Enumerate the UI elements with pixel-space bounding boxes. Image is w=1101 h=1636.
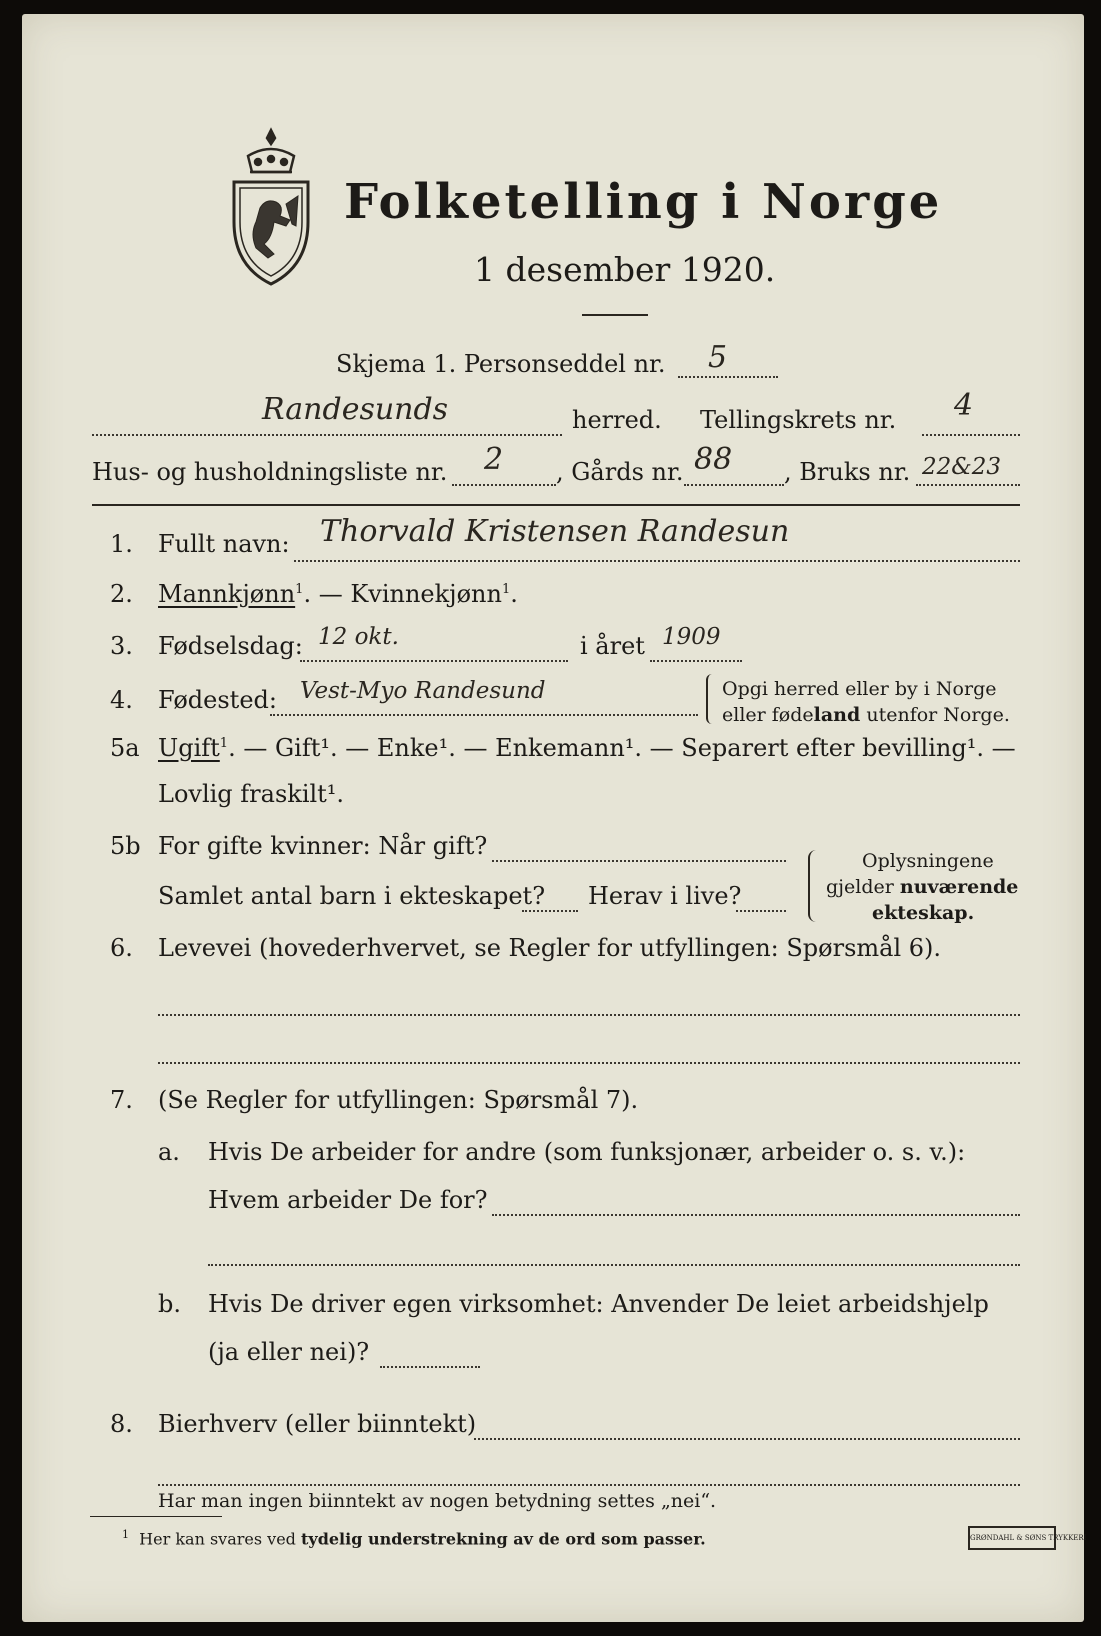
q3-label: Fødselsdag: (158, 632, 303, 660)
q6-number: 6. (110, 934, 133, 962)
q5a-lovlig-fraskilt-option[interactable]: Lovlig fraskilt¹. (158, 780, 345, 808)
q5b-alive-field-line (736, 910, 786, 912)
q4-brace (706, 674, 714, 724)
q7-number: 7. (110, 1086, 133, 1114)
footnote-divider (90, 1516, 222, 1517)
q2-footnote-mark: 1 (501, 582, 511, 597)
q4-label: Fødested: (158, 686, 277, 714)
husholdningsliste-value[interactable]: 2 (484, 442, 504, 477)
q8-number: 8. (110, 1410, 133, 1438)
q3-number: 3. (110, 632, 133, 660)
bruks-value[interactable]: 22&23 (922, 454, 1002, 480)
q6-field-line-2 (158, 1062, 1020, 1064)
q4-number: 4. (110, 686, 133, 714)
q5a-number: 5a (110, 734, 140, 762)
q5a-footnote-mark: 1 (219, 736, 229, 751)
q1-number: 1. (110, 530, 133, 558)
herred-field-line (92, 434, 562, 436)
tellingskrets-label: Tellingskrets nr. (700, 406, 897, 434)
printer-stamp: GRØNDAHL & SØNS TRYKKERI (968, 1526, 1056, 1550)
herred-value[interactable]: Randesunds (262, 392, 449, 427)
q2-end: . (510, 580, 518, 608)
q8-field-line (474, 1438, 1020, 1440)
header-separator (92, 504, 1020, 506)
q2-mannkjonn-option[interactable]: Mannkjønn (158, 580, 296, 608)
q5b-children-field-line (522, 910, 578, 912)
personseddel-number-value[interactable]: 5 (708, 340, 728, 375)
husholdningsliste-label: Hus- og husholdningsliste nr. (92, 458, 448, 486)
q5b-children-label: Samlet antal barn i ekteskapet? (158, 882, 546, 910)
gards-value[interactable]: 88 (694, 442, 733, 477)
q5b-when-married-field-line (492, 860, 786, 862)
q5a-ugift-option[interactable]: Ugift (158, 734, 220, 762)
personseddel-field-line (678, 376, 778, 378)
q7b-answer-field-line (380, 1366, 480, 1368)
q1-field-line (294, 560, 1020, 562)
tellingskrets-value[interactable]: 4 (954, 388, 974, 423)
gards-label: , Gårds nr. (556, 458, 684, 486)
q2-separator: . — (303, 580, 351, 608)
q7a-employer-field-line (492, 1214, 1020, 1216)
footnote-mark: 1 (122, 1528, 129, 1541)
q4-birthplace-value[interactable]: Vest-Myo Randesund (300, 678, 546, 704)
q3-birth-year-value[interactable]: 1909 (662, 624, 721, 650)
title-divider (582, 314, 648, 316)
q3-year-field-line (650, 660, 742, 662)
q5a-other-options[interactable]: . — Gift¹. — Enke¹. — Enkemann¹. — Separert efter bevilling¹. — (228, 734, 1016, 762)
q3-year-label: i året (580, 632, 645, 660)
q7a-employer-label: Hvem arbeider De for? (208, 1186, 488, 1214)
form-title: Folketelling i Norge (344, 174, 943, 230)
q5b-note-line3: ekteskap. (872, 902, 975, 924)
q1-label: Fullt navn: (158, 530, 290, 558)
tellingskrets-field-line (922, 434, 1020, 436)
q7a-question: Hvis De arbeider for andre (som funksjonær, arbeider o. s. v.): (208, 1138, 966, 1166)
husholdningsliste-field-line (452, 484, 556, 486)
footnote (122, 1528, 706, 1548)
q5b-note-line1: Oplysningene (862, 850, 994, 872)
q7a-employer-field-line-2 (208, 1264, 1020, 1266)
q4-instruction-line2: eller fødeland utenfor Norge. (722, 704, 1010, 726)
q2-footnote-mark: 1 (295, 582, 304, 597)
q8-note: Har man ingen biinntekt av nogen betydning settes „nei“. (158, 1490, 717, 1512)
q2-number: 2. (110, 580, 133, 608)
q4-field-line (270, 714, 698, 716)
q7a-letter: a. (158, 1138, 180, 1166)
q1-full-name-value[interactable]: Thorvald Kristensen Randesun (320, 514, 790, 549)
q5b-note-line2: gjelder nuværende (826, 876, 1019, 898)
q6-occupation-label: Levevei (hovederhvervet, se Regler for utfyllingen: Spørsmål 6). (158, 934, 942, 962)
census-date: 1 desember 1920. (474, 250, 776, 289)
q7-label: (Se Regler for utfyllingen: Spørsmål 7). (158, 1086, 639, 1114)
q3-birthday-value[interactable]: 12 okt. (318, 624, 399, 650)
gards-field-line (684, 484, 784, 486)
footnote-text-a: Her kan svares ved (139, 1529, 301, 1549)
q2-kvinnekjonn-option[interactable]: Kvinnekjønn (350, 580, 502, 608)
bruks-field-line (916, 484, 1020, 486)
q5b-number: 5b (110, 832, 141, 860)
q5b-brace (808, 850, 818, 922)
q5a-marital-options (158, 734, 1016, 762)
q3-field-line (300, 660, 568, 662)
q7b-answer-label: (ja eller nei)? (208, 1338, 370, 1366)
q8-field-line-2 (158, 1484, 1020, 1486)
footnote-text-b: tydelig understrekning av de ord som passer. (301, 1529, 706, 1549)
q6-field-line-1 (158, 1014, 1020, 1016)
q5b-alive-label: Herav i live? (588, 882, 742, 910)
q5b-when-married-label: For gifte kvinner: Når gift? (158, 832, 488, 860)
skjema-label: Skjema 1. Personseddel nr. (336, 350, 666, 378)
norwegian-coat-of-arms-icon (226, 126, 316, 288)
bruks-label: , Bruks nr. (784, 458, 911, 486)
herred-label: herred. (572, 406, 662, 434)
q2-gender-options (158, 580, 518, 608)
q4-instruction-line1: Opgi herred eller by i Norge (722, 678, 997, 700)
q7b-question: Hvis De driver egen virksomhet: Anvender De leiet arbeidshjelp (208, 1290, 989, 1318)
q7b-letter: b. (158, 1290, 181, 1318)
census-form-sheet (22, 14, 1087, 1622)
q8-label: Bierhverv (eller biinntekt) (158, 1410, 477, 1438)
